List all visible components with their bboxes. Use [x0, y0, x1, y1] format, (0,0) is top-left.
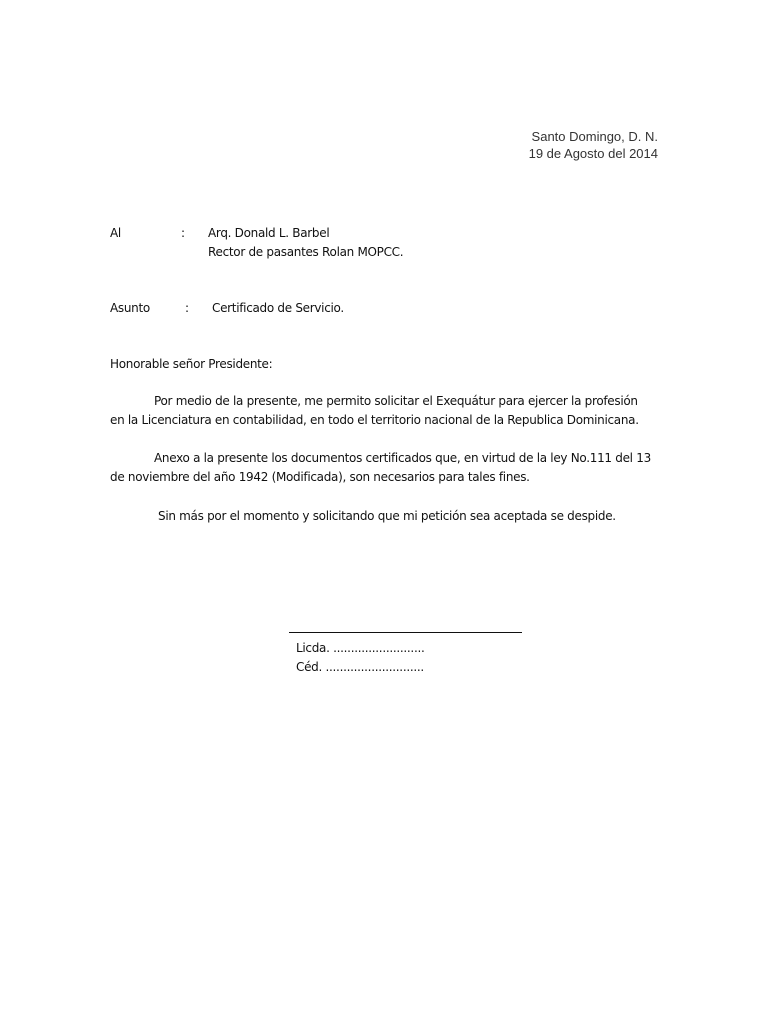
subject-colon: :	[185, 301, 189, 315]
paragraph-1-line-2: en la Licenciatura en contabilidad, en todo el territorio nacional de la Republica Dominicana.	[110, 413, 639, 427]
salutation: Honorable señor Presidente:	[110, 357, 273, 371]
paragraph-1-line-1: Por medio de la presente, me permito solicitar el Exequátur para ejercer la profesión	[154, 394, 638, 408]
subject-value: Certificado de Servicio.	[212, 301, 344, 315]
header-date: 19 de Agosto del 2014	[528, 146, 658, 161]
signature-name: Licda. ..........................	[296, 641, 425, 655]
paragraph-2-line-1: Anexo a la presente los documentos certificados que, en virtud de la ley No.111 del 13	[154, 451, 651, 465]
recipient-title: Rector de pasantes Rolan MOPCC.	[208, 245, 404, 259]
recipient-name: Arq. Donald L. Barbel	[208, 226, 330, 240]
recipient-colon: :	[181, 226, 185, 240]
paragraph-2-line-2: de noviembre del año 1942 (Modificada), son necesarios para tales fines.	[110, 470, 530, 484]
signature-line	[289, 632, 522, 633]
subject-label: Asunto	[110, 301, 150, 315]
paragraph-3-line-1: Sin más por el momento y solicitando que mi petición sea aceptada se despide.	[158, 509, 616, 523]
header-city: Santo Domingo, D. N.	[531, 129, 658, 144]
recipient-label: Al	[110, 226, 121, 240]
signature-id: Céd. ............................	[296, 660, 424, 674]
